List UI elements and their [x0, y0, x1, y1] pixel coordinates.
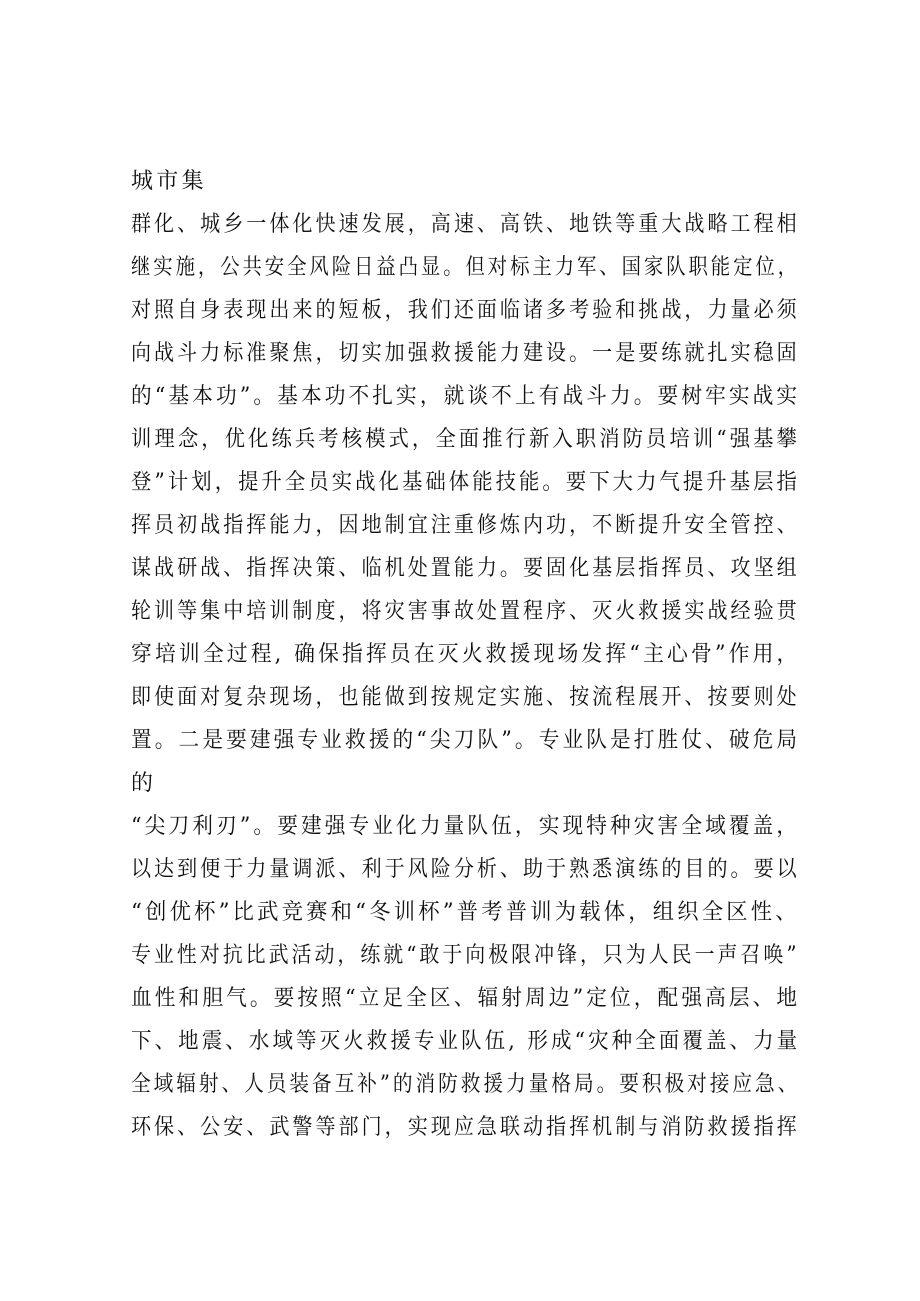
- text-line: 继实施，公共安全风险日益凸显。但对标主力军、国家队职能定位，: [131, 255, 800, 280]
- text-line: 全域辐射、人员装备互补”的消防救援力量格局。要积极对接应急、: [131, 1072, 801, 1097]
- text-line: 轮训等集中培训制度，将灾害事故处置程序、灭火救援实战经验贯: [131, 599, 800, 624]
- text-line: 专业性对抗比武活动，练就“敢于向极限冲锋，只为人民一声召唤”: [131, 943, 800, 968]
- text-line: 环保、公安、武警等部门，实现应急联动指挥机制与消防救援指挥: [131, 1115, 800, 1140]
- text-line: “尖刀利刃”。要建强专业化力量队伍，实现特种灾害全域覆盖，: [131, 814, 801, 839]
- text-line: 的“基本功”。基本功不扎实，就谈不上有战斗力。要树牢实战实: [131, 384, 801, 409]
- text-line: 登”计划，提升全员实战化基础体能技能。要下大力气提升基层指: [131, 470, 800, 495]
- text-line: 向战斗力标准聚焦，切实加强救援能力建设。一是要练就扎实稳固: [131, 341, 800, 366]
- text-line: 下、地震、水域等灭火救援专业队伍, 形成“灾种全面覆盖、力量: [131, 1029, 801, 1054]
- text-line: 穿培训全过程, 确保指挥员在灭火救援现场发挥“主心骨”作用，: [131, 642, 801, 667]
- text-line: 训理念，优化练兵考核模式，全面推行新入职消防员培训“强基攀: [131, 427, 800, 452]
- text-line: 即使面对复杂现场，也能做到按规定实施、按流程展开、按要则处: [131, 685, 800, 710]
- text-line: “创优杯”比武竞赛和“冬训杯”普考普训为载体，组织全区性、: [131, 900, 800, 925]
- text-line: 置。二是要建强专业救援的“尖刀队”。专业队是打胜仗、破危局: [131, 728, 801, 753]
- text-line: 血性和胆气。要按照“立足全区、辐射周边”定位，配强高层、地: [131, 986, 801, 1011]
- text-line: 群化、城乡一体化快速发展，高速、高铁、地铁等重大战略工程相: [131, 212, 800, 237]
- text-line: 城市集: [131, 169, 207, 194]
- text-line: 的: [131, 771, 157, 796]
- text-line: 以达到便于力量调派、利于风险分析、助于熟悉演练的目的。要以: [131, 857, 800, 882]
- text-line: 谋战研战、指挥决策、临机处置能力。要固化基层指挥员、攻坚组: [131, 556, 800, 581]
- text-line: 对照自身表现出来的短板，我们还面临诸多考验和挑战，力量必须: [131, 298, 800, 323]
- text-line: 挥员初战指挥能力，因地制宜注重修炼内功，不断提升安全管控、: [131, 513, 800, 538]
